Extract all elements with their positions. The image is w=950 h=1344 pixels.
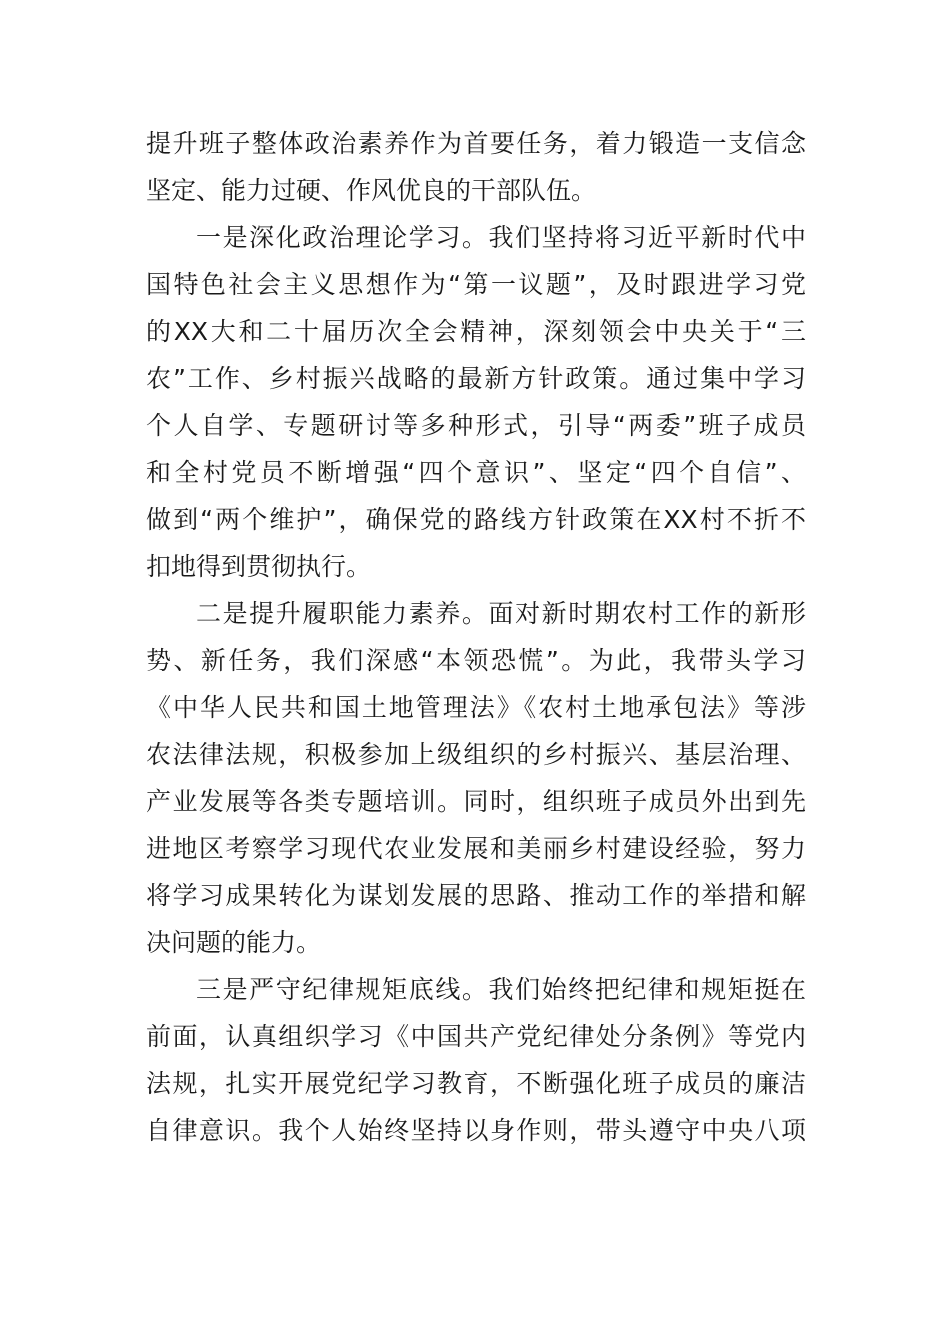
text-line: 自律意识。我个人始终坚持以身作则，带头遵守中央八项 [146,1116,806,1145]
text-line: 和全村党员不断增强“四个意识”、坚定“四个自信”、 [146,458,806,487]
text-line: 法规，扎实开展党纪学习教育，不断强化班子成员的廉洁 [146,1069,806,1098]
text-line: 决问题的能力。 [146,928,322,957]
text-line: 《中华人民共和国土地管理法》《农村土地承包法》等涉 [146,693,806,722]
text-line: 进地区考察学习现代农业发展和美丽乡村建设经验，努力 [146,834,806,863]
text-line: 国特色社会主义思想作为“第一议题”，及时跟进学习党 [146,270,806,299]
text-line: 农法律法规，积极参加上级组织的乡村振兴、基层治理、 [146,740,806,769]
paragraph-first-line: 三是严守纪律规矩底线。我们始终把纪律和规矩挺在 [196,975,806,1004]
text-line: 势、新任务，我们深感“本领恐慌”。为此，我带头学习 [146,646,806,675]
paragraph-first-line: 二是提升履职能力素养。面对新时期农村工作的新形 [196,599,806,628]
text-line: 农”工作、乡村振兴战略的最新方针政策。通过集中学习 [146,364,806,393]
text-line: 提升班子整体政治素养作为首要任务，着力锻造一支信念 [146,129,806,158]
text-line: 将学习成果转化为谋划发展的思路、推动工作的举措和解 [146,881,806,910]
text-line: 坚定、能力过硬、作风优良的干部队伍。 [146,176,597,205]
text-line: 扣地得到贯彻执行。 [146,552,372,581]
text-line: 前面，认真组织学习《中国共产党纪律处分条例》等党内 [146,1022,806,1051]
text-line: 做到“两个维护”，确保党的路线方针政策在XX村不折不 [146,505,806,534]
paragraph-first-line: 一是深化政治理论学习。我们坚持将习近平新时代中 [196,223,806,252]
document-body [146,120,806,1154]
text-line: 的XX大和二十届历次全会精神，深刻领会中央关于“三 [146,317,806,346]
text-line: 个人自学、专题研讨等多种形式，引导“两委”班子成员 [146,411,806,440]
text-line: 产业发展等各类专题培训。同时，组织班子成员外出到先 [146,787,806,816]
